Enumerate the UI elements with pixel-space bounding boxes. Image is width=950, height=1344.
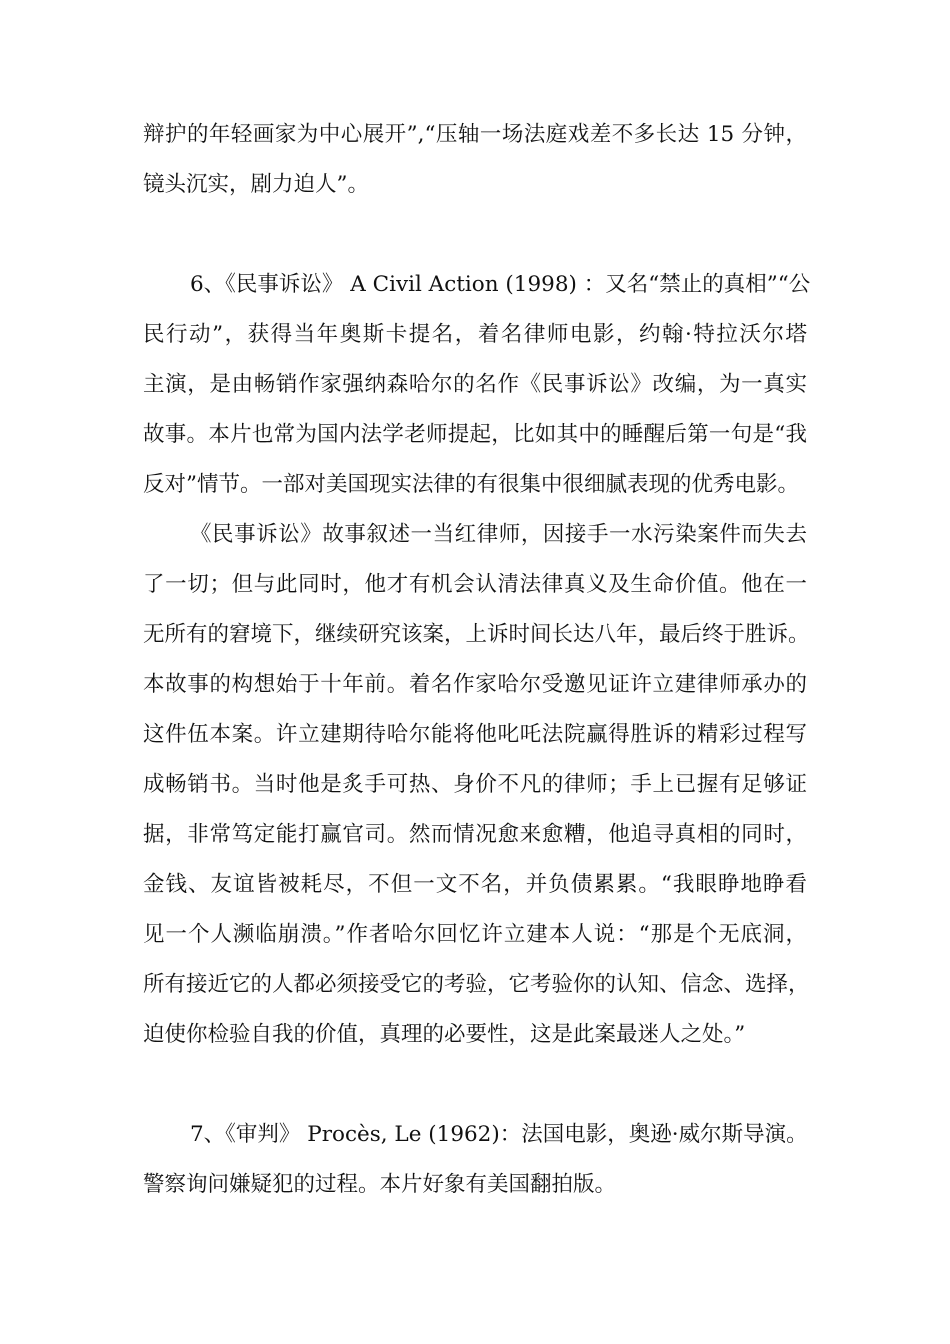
paragraph-line: 成畅销书。当时他是炙手可热、身价不凡的律师；手上已握有足够证 (143, 772, 807, 797)
paragraph-line: 故事。本片也常为国内法学老师提起，比如其中的睡醒后第一句是“我 (143, 422, 807, 447)
paragraph-line: 警察询问嫌疑犯的过程。本片好象有美国翻拍版。 (143, 1172, 617, 1197)
paragraph-line: 无所有的窘境下，继续研究该案，上诉时间长达八年，最后终于胜诉。 (143, 622, 810, 647)
paragraph-line: 反对”情节。一部对美国现实法律的有很集中很细腻表现的优秀电影。 (143, 472, 799, 497)
paragraph-line: 金钱、友谊皆被耗尽，不但一文不名，并负债累累。“我眼睁地睁看 (143, 872, 807, 897)
paragraph-line: 本故事的构想始于十年前。着名作家哈尔受邀见证许立建律师承办的 (143, 672, 807, 697)
paragraph-line: 了一切；但与此同时，他才有机会认清法律真义及生命价值。他在一 (143, 572, 807, 597)
paragraph-line: 这件伍本案。许立建期待哈尔能将他叱吒法院赢得胜诉的精彩过程写 (143, 722, 807, 747)
paragraph-line: 主演，是由畅销作家强纳森哈尔的名作《民事诉讼》改编，为一真实 (143, 372, 807, 397)
paragraph-line: 见一个人濒临崩溃。”作者哈尔回忆许立建本人说：“那是个无底洞， (143, 922, 807, 947)
paragraph-line: 7、《审判》 Procès, Le (1962)：法国电影，奥逊·威尔斯导演。 (190, 1122, 808, 1147)
paragraph-line: 民行动”，获得当年奥斯卡提名，着名律师电影，约翰·特拉沃尔塔 (143, 322, 807, 347)
paragraph-line: 据，非常笃定能打赢官司。然而情况愈来愈糟，他追寻真相的同时， (143, 822, 807, 847)
paragraph-line: 所有接近它的人都必须接受它的考验，它考验你的认知、信念、选择， (143, 972, 810, 997)
paragraph-line: 《民事诉讼》故事叙述一当红律师，因接手一水污染案件而失去 (190, 522, 807, 547)
paragraph-line: 迫使你检验自我的价值，真理的必要性，这是此案最迷人之处。” (143, 1022, 746, 1047)
paragraph-line: 辩护的年轻画家为中心展开”,“压轴一场法庭戏差不多长达 15 分钟， (143, 122, 807, 147)
paragraph-line: 6、《民事诉讼》 A Civil Action (1998) ：又名“禁止的真相”“公 (190, 272, 811, 297)
paragraph-line: 镜头沉实，剧力迫人”。 (143, 172, 369, 197)
